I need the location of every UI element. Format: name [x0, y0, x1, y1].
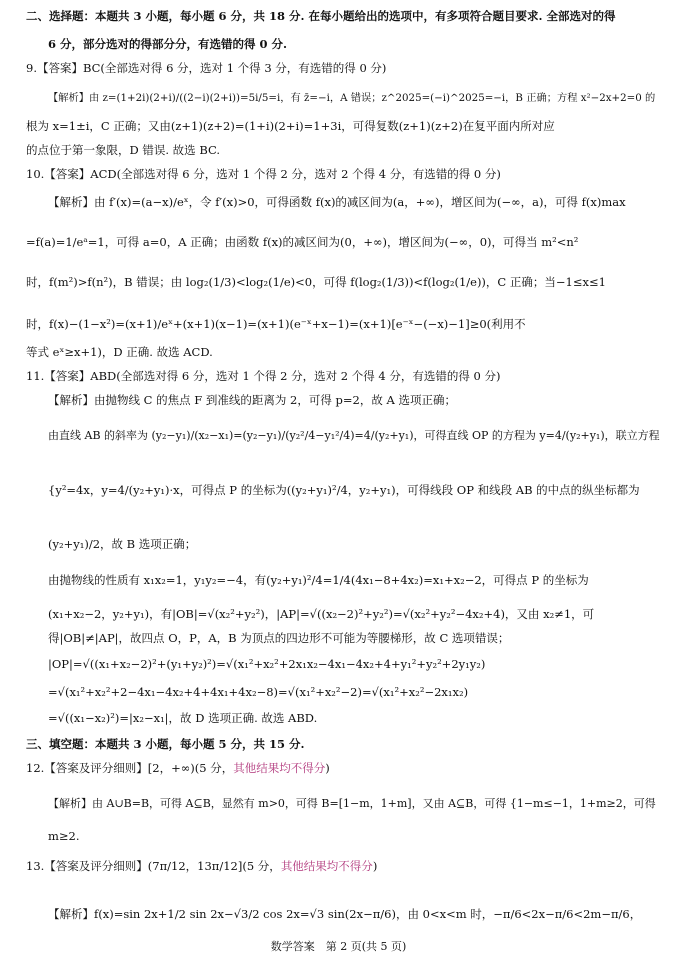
text-line: 三、填空题：本题共 3 小题，每小题 5 分，共 15 分.: [26, 737, 305, 751]
text-line: 11.【答案】ABD(全部选对得 6 分，选对 1 个得 2 分，选对 2 个得 4 分，有选错的得 0 分): [26, 369, 501, 383]
text-line: 等式 eˣ≥x+1)，D 正确. 故选 ACD.: [26, 345, 213, 359]
q12-answer-text: 12.【答案及评分细则】[2，+∞)(5 分，: [26, 761, 234, 775]
text-line: =f(a)=1/eᵃ=1，可得 a=0，A 正确；由函数 f(x)的减区间为(0，+∞)，增区间为(−∞，0)，可得当 m²<n²: [26, 235, 579, 249]
page-footer: 数学答案 第 2 页(共 5 页): [270, 940, 407, 953]
text-line: =√((x₁−x₂)²)=|x₂−x₁|，故 D 选项正确. 故选 ABD.: [48, 711, 318, 725]
text-line: 【解析】由 z=(1+2i)(2+i)/((2−i)(2+i))=5i/5=i，有 z̄=−i，A 错误；z^2025=(−i)^2025=−i，B 正确；方程 x²−2x+2=0 的: [48, 92, 656, 104]
text-line: 6 分，部分选对的得部分分，有选错的得 0 分.: [48, 37, 288, 51]
q13-scoring-note: 其他结果均不得分: [280, 859, 373, 873]
q12-answer: [26, 760, 330, 776]
text-line: 二、选择题：本题共 3 小题，每小题 6 分，共 18 分. 在每小题给出的选项中，有多项符合题目要求. 全部选对的得: [26, 9, 616, 23]
text-line: 根为 x=1±i，C 正确；又由(z+1)(z+2)=(1+i)(2+i)=1+3i，可得复数(z+1)(z+2)在复平面内所对应: [26, 119, 555, 133]
q13-close: ): [372, 859, 378, 873]
text-line: 【解析】由 f′(x)=(a−x)/eˣ，令 f′(x)>0，可得函数 f(x)的减区间为(a，+∞)，增区间为(−∞，a)，可得 f(x)max: [48, 195, 626, 209]
text-line: |OP|=√((x₁+x₂−2)²+(y₁+y₂)²)=√(x₁²+x₂²+2x₁x₂−4x₁−4x₂+4+y₁²+y₂²+2y₁y₂): [48, 657, 486, 671]
q13-answer-text: 13.【答案及评分细则】(7π/12，13π/12](5 分，: [26, 859, 281, 873]
text-line: =√(x₁²+x₂²+2−4x₁−4x₂+4+4x₁+4x₂−8)=√(x₁²+x₂²−2)=√(x₁²+x₂²−2x₁x₂): [48, 685, 469, 699]
text-line: 【解析】f(x)=sin 2x+1/2 sin 2x−√3/2 cos 2x=√3 sin(2x−π/6)，由 0<x<m 时，−π/6<2x−π/6<2m−π/6，: [48, 907, 642, 921]
text-line: 由抛物线的性质有 x₁x₂=1，y₁y₂=−4，有(y₂+y₁)²/4=1/4(4x₁−8+4x₂)=x₁+x₂−2，可得点 P 的坐标为: [48, 573, 589, 587]
text-line: 9.【答案】BC(全部选对得 6 分，选对 1 个得 3 分，有选错的得 0 分): [26, 61, 387, 75]
text-line: 【解析】由抛物线 C 的焦点 F 到准线的距离为 2，可得 p=2，故 A 选项正确；: [48, 393, 456, 407]
text-line: 的点位于第一象限，D 错误. 故选 BC.: [26, 143, 221, 157]
text-line: (y₂+y₁)/2，故 B 选项正确；: [48, 537, 197, 551]
text-line: (x₁+x₂−2，y₂+y₁)，有|OB|=√(x₂²+y₂²)，|AP|=√((x₂−2)²+y₂²)=√(x₂²+y₂²−4x₂+4)，又由 x₂≠1，可: [48, 607, 595, 621]
q13-answer: [26, 858, 377, 874]
text-line: m≥2.: [48, 829, 80, 843]
text-line: 时，f(x)−(1−x²)=(x+1)/eˣ+(x+1)(x−1)=(x+1)(e⁻ˣ+x−1)=(x+1)[e⁻ˣ−(−x)−1]≥0(利用不: [26, 317, 526, 331]
text-line: 【解析】由 A∪B=B，可得 A⊆B，显然有 m>0，可得 B=[1−m，1+m]，又由 A⊆B，可得 {1−m≤−1，1+m≥2，可得: [48, 797, 656, 810]
text-line: 10.【答案】ACD(全部选对得 6 分，选对 1 个得 2 分，选对 2 个得 4 分，有选错的得 0 分): [26, 167, 501, 181]
q12-close: ): [325, 761, 330, 775]
q12-scoring-note: 其他结果均不得分: [233, 761, 326, 775]
text-line: 由直线 AB 的斜率为 (y₂−y₁)/(x₂−x₁)=(y₂−y₁)/(y₂²/4−y₁²/4)=4/(y₂+y₁)，可得直线 OP 的方程为 y=4/(y₂+y₁)，联立方程: [48, 429, 660, 442]
text-line: 时，f(m²)>f(n²)，B 错误；由 log₂(1/3)<log₂(1/e)<0，可得 f(log₂(1/3))<f(log₂(1/e))，C 正确；当−1≤x≤1: [26, 275, 606, 289]
text-line: {y²=4x，y=4/(y₂+y₁)·x，可得点 P 的坐标为((y₂+y₁)²/4，y₂+y₁)，可得线段 OP 和线段 AB 的中点的纵坐标都为: [48, 483, 640, 497]
text-line: 得|OB|≠|AP|，故四点 O，P，A，B 为顶点的四边形不可能为等腰梯形，故 C 选项错误；: [48, 631, 510, 645]
